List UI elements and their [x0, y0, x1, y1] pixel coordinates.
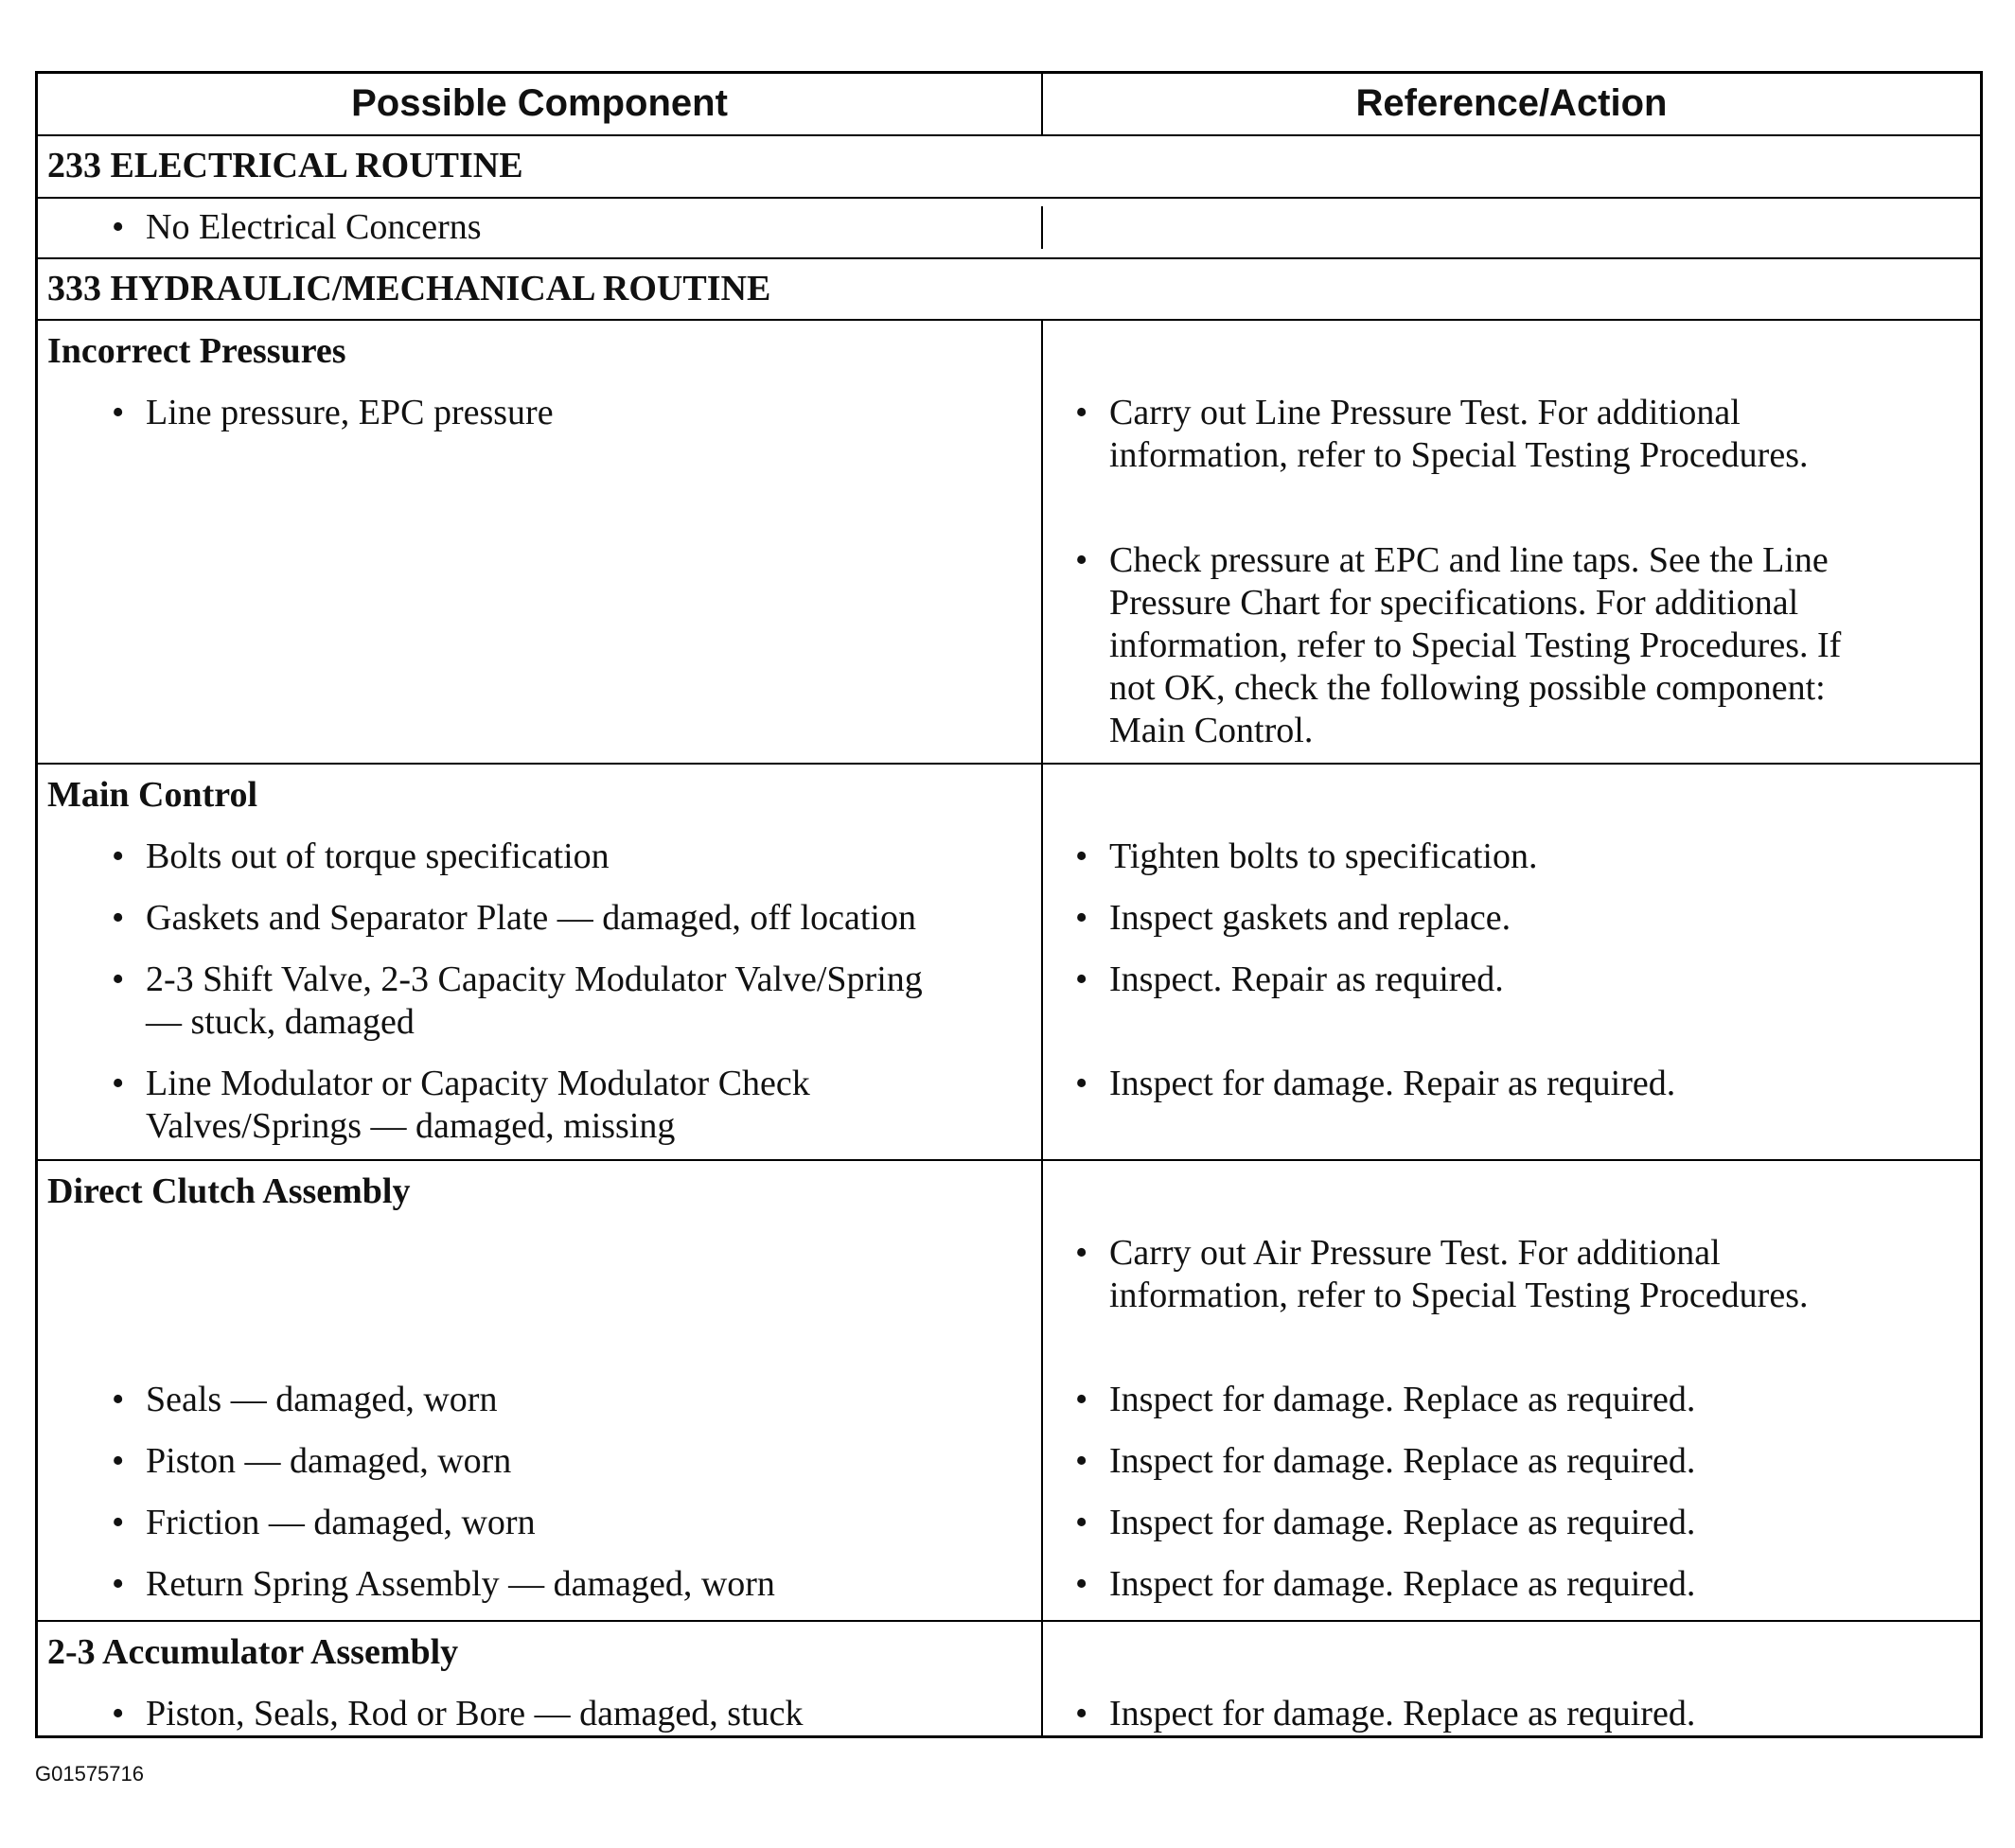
- item-text: Bolts out of torque specification: [146, 836, 610, 877]
- category-title: Incorrect Pressures: [47, 331, 346, 372]
- action-text: Inspect for damage. Replace as required.: [1109, 1441, 1696, 1482]
- bullet: •: [1075, 540, 1088, 581]
- bullet: •: [1075, 898, 1088, 939]
- action-line: information, refer to Special Testing Procedures. If: [1109, 625, 1842, 666]
- diagnostic-table: [35, 71, 1983, 1738]
- incorrect-pressures-component: [38, 321, 1043, 763]
- no-electrical-row: [38, 199, 1980, 259]
- action-line: Main Control.: [1109, 711, 1314, 751]
- bullet: •: [112, 836, 125, 877]
- list-item: [47, 392, 1041, 434]
- list-item: [47, 897, 1041, 940]
- bullet: •: [1075, 393, 1088, 433]
- action-line: Check pressure at EPC and line taps. See the Line: [1109, 540, 1829, 581]
- item-line: Line Modulator or Capacity Modulator Check: [146, 1064, 810, 1104]
- bullet: •: [112, 1564, 125, 1605]
- section-333-title: 333 HYDRAULIC/MECHANICAL ROUTINE: [47, 268, 771, 308]
- action-item: [1066, 1563, 1952, 1606]
- bullet: •: [1075, 1503, 1088, 1543]
- header-reference-action: Reference/Action: [1355, 82, 1668, 125]
- action-text: Inspect for damage. Replace as required.: [1109, 1564, 1696, 1605]
- category-title: Main Control: [47, 775, 258, 816]
- item-text: Friction — damaged, worn: [146, 1503, 536, 1543]
- action-item: [1066, 1379, 1952, 1421]
- action-line: Carry out Line Pressure Test. For additional: [1109, 393, 1741, 433]
- item-text: Gaskets and Separator Plate — damaged, off location: [146, 898, 916, 939]
- no-electrical-cell: [38, 206, 1043, 249]
- bullet: •: [1075, 1441, 1088, 1482]
- table-header-row: [38, 74, 1980, 136]
- item-line: 2-3 Shift Valve, 2-3 Capacity Modulator Valve/Spring: [146, 959, 923, 1000]
- direct-clutch-row: [38, 1161, 1980, 1622]
- action-text: Inspect for damage. Replace as required.: [1109, 1503, 1696, 1543]
- action-item: [1066, 1232, 1952, 1317]
- action-line: not OK, check the following possible component:: [1109, 668, 1826, 709]
- list-item: [47, 959, 1041, 1044]
- bullet: •: [1075, 836, 1088, 877]
- action-item: [1066, 1440, 1952, 1483]
- accumulator-action: [1043, 1622, 1980, 1735]
- action-text: Inspect gaskets and replace.: [1109, 898, 1511, 939]
- action-item: [1066, 836, 1952, 878]
- bullet: •: [112, 1441, 125, 1482]
- list-item: [47, 1379, 1041, 1421]
- item-text: Piston, Seals, Rod or Bore — damaged, stuck: [146, 1693, 804, 1734]
- action-text: Inspect for damage. Replace as required.: [1109, 1693, 1696, 1734]
- bullet: •: [1075, 1233, 1088, 1274]
- bullet: •: [112, 1064, 125, 1104]
- action-text: Tighten bolts to specification.: [1109, 836, 1538, 877]
- incorrect-pressures-row: [38, 321, 1980, 765]
- bullet: •: [112, 1380, 125, 1420]
- bullet: •: [1075, 1064, 1088, 1104]
- action-item: [1066, 1693, 1952, 1735]
- direct-clutch-component: [38, 1161, 1043, 1620]
- action-item: [1066, 392, 1952, 477]
- action-line: Pressure Chart for specifications. For additional: [1109, 583, 1799, 624]
- bullet: •: [112, 898, 125, 939]
- list-item: [47, 836, 1041, 878]
- accumulator-component: [38, 1622, 1043, 1735]
- action-text: Inspect for damage. Repair as required.: [1109, 1064, 1676, 1104]
- item-line: Valves/Springs — damaged, missing: [146, 1106, 676, 1147]
- direct-clutch-action: [1043, 1161, 1980, 1620]
- incorrect-pressures-action: [1043, 321, 1980, 763]
- list-item: [47, 206, 482, 249]
- section-233-row: [38, 136, 1980, 199]
- list-item: [47, 1063, 1041, 1148]
- category-title: Direct Clutch Assembly: [47, 1171, 411, 1212]
- action-item: [1066, 1063, 1952, 1105]
- list-item: [47, 1440, 1041, 1483]
- bullet: •: [1075, 1380, 1088, 1420]
- action-text: Inspect. Repair as required.: [1109, 959, 1504, 1000]
- action-line: information, refer to Special Testing Procedures.: [1109, 435, 1809, 476]
- bullet: •: [1075, 1564, 1088, 1605]
- item-text: Return Spring Assembly — damaged, worn: [146, 1564, 775, 1605]
- list-item: [47, 1502, 1041, 1544]
- action-item: [1066, 959, 1952, 1001]
- item-text: Piston — damaged, worn: [146, 1441, 512, 1482]
- main-control-row: [38, 765, 1980, 1161]
- bullet: •: [112, 1693, 125, 1734]
- header-possible-component: Possible Component: [38, 74, 1043, 134]
- action-line: information, refer to Special Testing Procedures.: [1109, 1276, 1809, 1316]
- bullet: •: [112, 959, 125, 1000]
- section-233-title: 233 ELECTRICAL ROUTINE: [47, 146, 523, 186]
- accumulator-row: [38, 1622, 1980, 1735]
- action-item: [1066, 1502, 1952, 1544]
- bullet: •: [112, 1503, 125, 1543]
- main-control-action: [1043, 765, 1980, 1159]
- bullet: •: [1075, 1693, 1088, 1734]
- action-item: [1066, 897, 1952, 940]
- item-text: Seals — damaged, worn: [146, 1380, 498, 1420]
- list-item: [47, 1563, 1041, 1606]
- item-text: No Electrical Concerns: [146, 207, 482, 248]
- action-item: [1066, 539, 1952, 752]
- item-text: Line pressure, EPC pressure: [146, 393, 554, 433]
- item-line: — stuck, damaged: [146, 1002, 415, 1043]
- category-title: 2-3 Accumulator Assembly: [47, 1631, 459, 1672]
- main-control-component: [38, 765, 1043, 1159]
- action-text: Inspect for damage. Replace as required.: [1109, 1380, 1696, 1420]
- figure-id: G01575716: [35, 1762, 144, 1786]
- bullet: •: [1075, 959, 1088, 1000]
- bullet: •: [112, 207, 125, 248]
- action-line: Carry out Air Pressure Test. For additional: [1109, 1233, 1721, 1274]
- bullet: •: [112, 393, 125, 433]
- section-333-row: [38, 259, 1980, 322]
- list-item: [47, 1693, 1041, 1735]
